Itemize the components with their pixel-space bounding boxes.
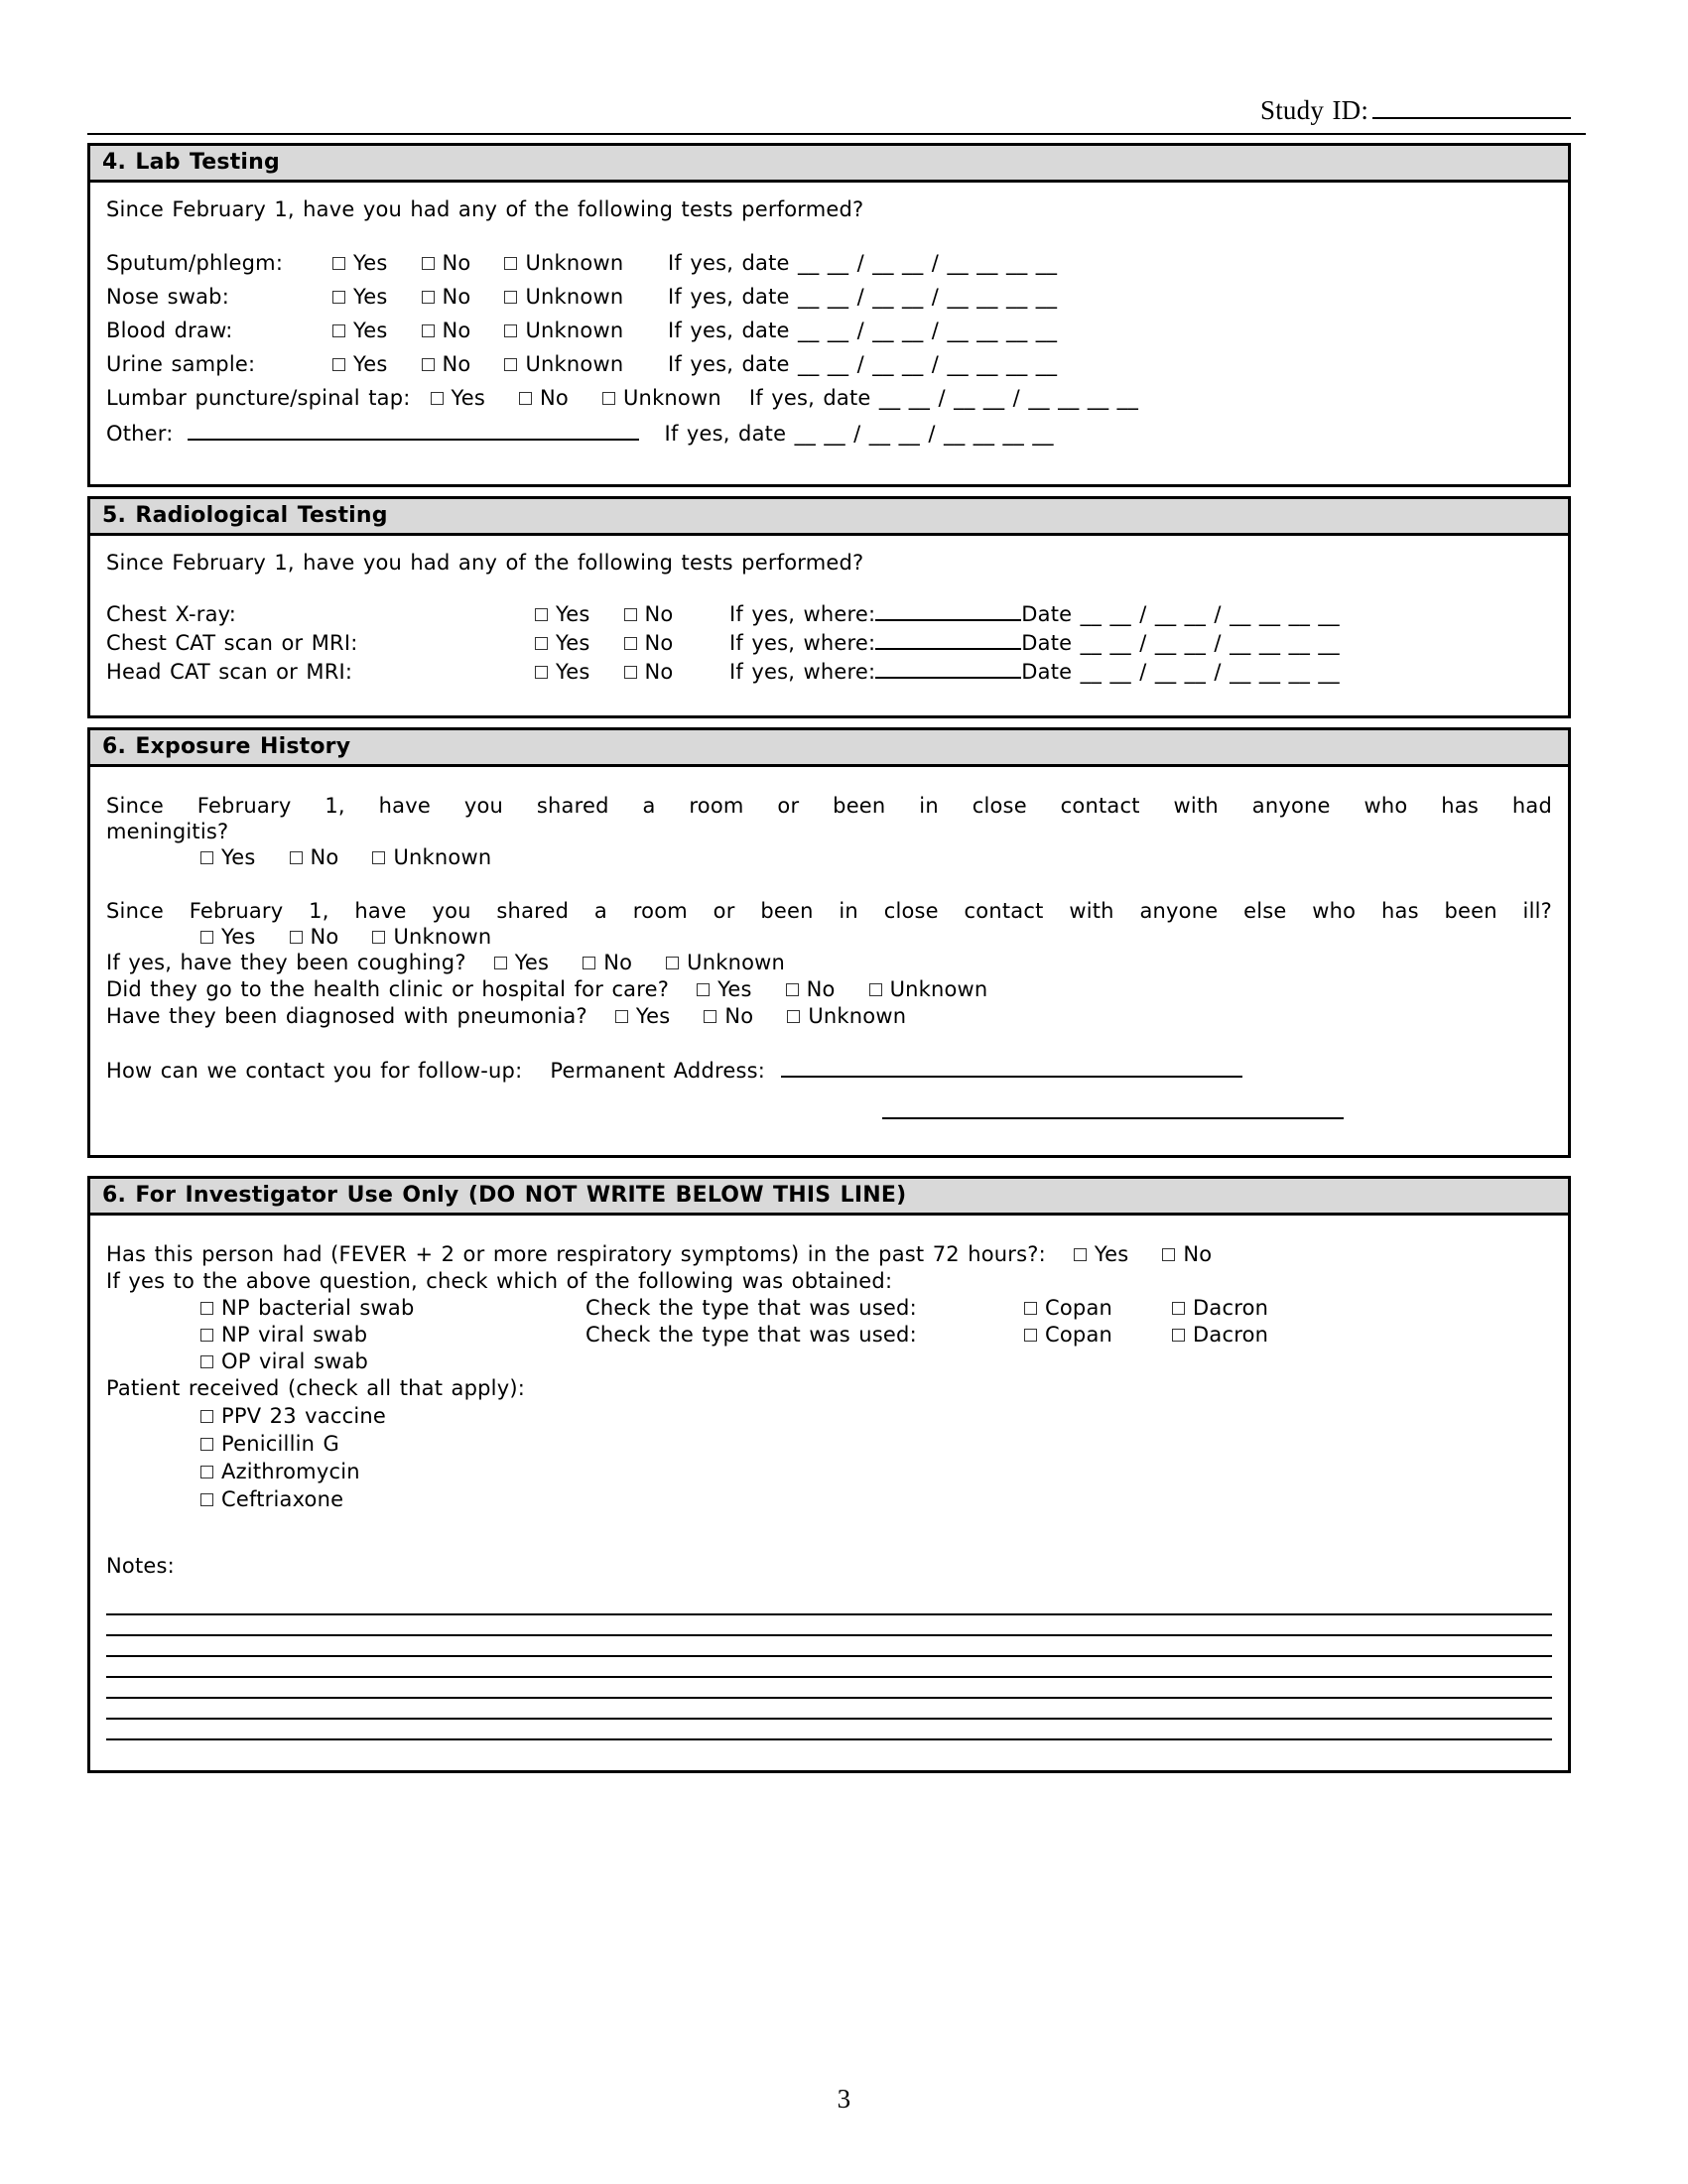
checkbox-icon (535, 637, 548, 650)
fever-no-option[interactable] (1162, 1242, 1212, 1266)
checkbox-icon (1162, 1248, 1175, 1261)
lab-row-nose-swab (106, 284, 1552, 310)
date-label: Date (1021, 602, 1073, 626)
exposure-q5: Have they been diagnosed with pneumonia? (106, 1004, 587, 1028)
exposure-q3-row (106, 950, 1552, 976)
received-row-ppv23 (106, 1402, 1552, 1430)
lab-row-other (106, 419, 1552, 447)
notes-line-field[interactable] (106, 1655, 1552, 1657)
option-label: Yes (556, 602, 590, 626)
exposure-q1-options (106, 844, 1552, 870)
section-radiological-testing (87, 496, 1571, 718)
checkbox-icon (697, 983, 710, 996)
option-label: No (806, 977, 836, 1001)
if-yes-date-label: If yes, date (668, 319, 790, 342)
form-content (87, 143, 1571, 1782)
fever-yes-option[interactable] (1074, 1242, 1129, 1266)
option-label: NP bacterial swab (221, 1296, 415, 1320)
lumbar-no-option[interactable] (519, 386, 569, 410)
section-radiology-body (90, 536, 1568, 715)
rad-row-head-cat (106, 657, 1552, 686)
section-exposure-body (90, 767, 1568, 1155)
lab-row-lumbar (106, 385, 1552, 411)
checkbox-icon (583, 957, 595, 969)
q4-unknown-option[interactable] (869, 977, 988, 1001)
radiology-intro: Since February 1, have you had any of the following tests performed? (106, 551, 864, 575)
q4-yes-option[interactable] (697, 977, 752, 1001)
if-yes-date-label: If yes, date (668, 352, 790, 376)
lab-row-label: Urine sample: (106, 352, 256, 376)
date-blank-field[interactable]: __ __ / __ __ / __ __ __ __ (798, 251, 1058, 275)
section-exposure-history (87, 727, 1571, 1158)
section-radiology-header: 5. Radiological Testing (90, 499, 1568, 536)
checkbox-icon (615, 1010, 628, 1023)
section-lab-header: 4. Lab Testing (90, 146, 1568, 183)
option-label: No (310, 925, 339, 949)
urine-yes-option[interactable] (332, 352, 388, 376)
option-label: No (1183, 1242, 1213, 1266)
checkbox-icon (332, 324, 345, 337)
checkbox-icon (1172, 1329, 1185, 1342)
exposure-q1-line2: meningitis? (106, 820, 229, 843)
checkbox-icon (200, 1438, 213, 1451)
q1-unknown-option[interactable] (372, 845, 491, 869)
option-label: Copan (1045, 1296, 1113, 1320)
np-bacterial-swab-option[interactable] (200, 1296, 415, 1320)
checkbox-icon (1024, 1302, 1037, 1315)
where-blank-field[interactable] (875, 628, 1021, 650)
other-test-field[interactable] (188, 419, 639, 441)
where-blank-field[interactable] (875, 599, 1021, 621)
date-blank-field[interactable]: __ __ / __ __ / __ __ __ __ (1080, 631, 1340, 655)
date-blank-field[interactable]: __ __ / __ __ / __ __ __ __ (878, 386, 1139, 410)
checkbox-icon (704, 1010, 716, 1023)
if-yes-date-label: If yes, date (748, 386, 871, 410)
checkbox-icon (200, 851, 213, 864)
notes-line-field[interactable] (106, 1718, 1552, 1720)
option-label: Yes (556, 631, 590, 655)
checkbox-icon (422, 358, 435, 371)
date-blank-field[interactable]: __ __ / __ __ / __ __ __ __ (1080, 602, 1340, 626)
checkbox-icon (200, 1466, 213, 1478)
exposure-q2-options (106, 924, 1552, 950)
sputum-no-option[interactable] (422, 251, 471, 275)
option-label: No (442, 352, 471, 376)
ppv23-vaccine-option[interactable] (200, 1404, 386, 1428)
checkbox-icon (290, 851, 303, 864)
sputum-yes-option[interactable] (332, 251, 388, 275)
where-blank-field[interactable] (875, 657, 1021, 679)
swab-row-np-viral (106, 1322, 1552, 1349)
checkbox-icon (372, 931, 385, 944)
option-label: No (644, 631, 674, 655)
lab-row-label: Nose swab: (106, 285, 229, 309)
checkbox-icon (624, 608, 637, 621)
study-id-label: Study ID: (1260, 95, 1369, 125)
if-yes-date-label: If yes, date (664, 422, 787, 446)
option-label: Azithromycin (221, 1460, 360, 1483)
checkbox-icon (200, 1493, 213, 1506)
lab-row-blood-draw (106, 318, 1552, 343)
permanent-address-label: Permanent Address: (550, 1059, 766, 1083)
checkbox-icon (372, 851, 385, 864)
op-viral-swab-option[interactable] (200, 1349, 368, 1373)
swab-option-wrap (200, 1295, 585, 1322)
checkbox-icon (869, 983, 882, 996)
option-label: Copan (1045, 1323, 1113, 1347)
q2-unknown-option[interactable] (372, 925, 491, 949)
date-label: Date (1021, 631, 1073, 655)
option-label: Penicillin G (221, 1432, 340, 1456)
option-label: Unknown (622, 386, 721, 410)
followup-label: How can we contact you for follow-up: (106, 1059, 523, 1083)
np-viral-copan-option[interactable] (1024, 1323, 1112, 1347)
option-label: Yes (353, 285, 388, 309)
date-blank-field[interactable]: __ __ / __ __ / __ __ __ __ (798, 352, 1058, 376)
ceftriaxone-option[interactable] (200, 1487, 343, 1511)
checkbox-icon (1074, 1248, 1087, 1261)
option-label: Unknown (525, 285, 624, 309)
lab-row-options (332, 284, 668, 310)
q5-unknown-option[interactable] (787, 1004, 906, 1028)
lumbar-unknown-option[interactable] (602, 386, 721, 410)
chest-xray-yes-option[interactable] (535, 602, 590, 626)
checkbox-icon (624, 666, 637, 679)
sputum-unknown-option[interactable] (504, 251, 623, 275)
swab-row-op-viral (106, 1349, 1552, 1375)
section-investigator-body (90, 1216, 1568, 1770)
q4-no-option[interactable] (786, 977, 836, 1001)
chest-xray-no-option[interactable] (624, 602, 674, 626)
exposure-q4: Did they go to the health clinic or hospital for care? (106, 977, 670, 1001)
permanent-address-field[interactable] (781, 1056, 1242, 1078)
checkbox-icon (787, 1010, 800, 1023)
np-bacterial-copan-option[interactable] (1024, 1296, 1112, 1320)
urine-unknown-option[interactable] (504, 352, 623, 376)
if-yes-date-label: If yes, date (668, 285, 790, 309)
option-label: Unknown (808, 1004, 907, 1028)
checkbox-icon (504, 324, 517, 337)
option-label: No (442, 285, 471, 309)
option-label: PPV 23 vaccine (221, 1404, 387, 1428)
received-row-penicillin (106, 1430, 1552, 1458)
azithromycin-option[interactable] (200, 1460, 360, 1483)
permanent-address-row-2 (106, 1097, 1552, 1125)
option-label: Unknown (525, 251, 624, 275)
rad-row-options (535, 630, 729, 657)
exposure-q1-line1: Since February 1, have you shared a room or been in close contact with anyone who has had (106, 794, 1552, 818)
lab-row-label: Blood draw: (106, 319, 233, 342)
option-label: Dacron (1193, 1296, 1269, 1320)
chest-cat-yes-option[interactable] (535, 631, 590, 655)
head-cat-yes-option[interactable] (535, 660, 590, 684)
option-label: No (724, 1004, 754, 1028)
option-label: Yes (353, 352, 388, 376)
option-label: No (540, 386, 569, 410)
option-label: NP viral swab (221, 1323, 368, 1347)
option-label: Yes (635, 1004, 671, 1028)
option-label: Yes (717, 977, 752, 1001)
section-investigator-header: 6. For Investigator Use Only (DO NOT WRITE BELOW THIS LINE) (90, 1179, 1568, 1216)
checkbox-icon (519, 392, 532, 405)
checkbox-icon (535, 608, 548, 621)
checkbox-icon (332, 291, 345, 304)
option-label: Unknown (889, 977, 988, 1001)
checkbox-icon (200, 1355, 213, 1368)
if-yes-where-label: If yes, where: (729, 660, 876, 684)
exposure-q3: If yes, have they been coughing? (106, 951, 466, 974)
checkbox-icon (431, 392, 444, 405)
investigator-q1: Has this person had (FEVER + 2 or more respiratory symptoms) in the past 72 hours?: (106, 1242, 1046, 1266)
np-viral-dacron-option[interactable] (1172, 1323, 1268, 1347)
notes-line-field[interactable] (106, 1676, 1552, 1678)
checkbox-icon (624, 637, 637, 650)
lab-row-label: Other: (106, 422, 174, 446)
exposure-q4-row (106, 976, 1552, 1003)
followup-row (106, 1056, 1552, 1084)
checkbox-icon (504, 257, 517, 270)
option-label: No (644, 660, 674, 684)
date-blank-field[interactable]: __ __ / __ __ / __ __ __ __ (798, 319, 1058, 342)
swab-option-wrap (200, 1322, 585, 1349)
option-label: No (310, 845, 339, 869)
option-label: Ceftriaxone (221, 1487, 344, 1511)
option-label: Unknown (393, 845, 492, 869)
option-label: Yes (514, 951, 550, 974)
rad-row-label: Chest X-ray: (106, 602, 237, 626)
rad-row-options (535, 601, 729, 628)
head-cat-no-option[interactable] (624, 660, 674, 684)
checkbox-icon (504, 358, 517, 371)
checkbox-icon (504, 291, 517, 304)
notes-line-field[interactable] (106, 1634, 1552, 1636)
checkbox-icon (200, 1329, 213, 1342)
lab-row-label: Sputum/phlegm: (106, 251, 284, 275)
rad-row-label: Head CAT scan or MRI: (106, 660, 353, 684)
notes-line-field[interactable] (106, 1697, 1552, 1699)
option-label: Yes (1094, 1242, 1129, 1266)
option-label: Yes (353, 319, 388, 342)
checkbox-icon (422, 257, 435, 270)
checkbox-icon (786, 983, 799, 996)
q2-no-option[interactable] (290, 925, 339, 949)
lab-row-sputum (106, 250, 1552, 276)
option-label: Unknown (525, 352, 624, 376)
checkbox-icon (494, 957, 507, 969)
date-blank-field[interactable]: __ __ / __ __ / __ __ __ __ (794, 422, 1054, 446)
patient-received-label: Patient received (check all that apply): (106, 1376, 525, 1400)
option-label: No (603, 951, 633, 974)
checkbox-icon (332, 257, 345, 270)
q2-yes-option[interactable] (200, 925, 256, 949)
checkbox-icon (332, 358, 345, 371)
option-label: OP viral swab (221, 1349, 369, 1373)
if-yes-where-label: If yes, where: (729, 631, 876, 655)
swab-row-np-bacterial (106, 1295, 1552, 1322)
checkbox-icon (290, 931, 303, 944)
exposure-q5-row (106, 1003, 1552, 1030)
investigator-q1-row (106, 1241, 1552, 1268)
section-investigator-use (87, 1176, 1571, 1773)
checkbox-icon (666, 957, 679, 969)
q5-no-option[interactable] (704, 1004, 753, 1028)
rad-row-options (535, 659, 729, 686)
received-row-azithromycin (106, 1458, 1552, 1485)
rad-row-label: Chest CAT scan or MRI: (106, 631, 358, 655)
blood-no-option[interactable] (422, 319, 471, 342)
lab-row-urine (106, 351, 1552, 377)
q3-yes-option[interactable] (494, 951, 550, 974)
checkbox-icon (200, 1410, 213, 1423)
q5-yes-option[interactable] (615, 1004, 671, 1028)
nose-yes-option[interactable] (332, 285, 388, 309)
section-lab-testing (87, 143, 1571, 487)
nose-no-option[interactable] (422, 285, 471, 309)
section-lab-body (90, 183, 1568, 484)
option-label: Yes (451, 386, 486, 410)
rad-row-chest-xray (106, 599, 1552, 628)
option-label: Dacron (1193, 1323, 1269, 1347)
q3-unknown-option[interactable] (666, 951, 785, 974)
checkbox-icon (535, 666, 548, 679)
lab-row-options (332, 250, 668, 276)
lab-row-options (332, 318, 668, 343)
study-id-blank-field[interactable] (1372, 95, 1571, 119)
rad-row-chest-cat (106, 628, 1552, 657)
option-label: Yes (221, 925, 256, 949)
checkbox-icon (422, 291, 435, 304)
date-blank-field[interactable]: __ __ / __ __ / __ __ __ __ (1080, 660, 1340, 684)
notes-label: Notes: (106, 1554, 175, 1578)
date-label: Date (1021, 660, 1073, 684)
date-blank-field[interactable]: __ __ / __ __ / __ __ __ __ (798, 285, 1058, 309)
checkbox-icon (200, 1302, 213, 1315)
top-rule (87, 133, 1586, 135)
permanent-address-field-2[interactable] (882, 1097, 1344, 1119)
q1-no-option[interactable] (290, 845, 339, 869)
received-row-ceftriaxone (106, 1485, 1552, 1513)
np-viral-swab-option[interactable] (200, 1323, 367, 1347)
page-number: 3 (837, 2084, 851, 2114)
notes-line-field[interactable] (106, 1738, 1552, 1740)
option-label: No (442, 319, 471, 342)
check-type-label: Check the type that was used: (585, 1323, 917, 1347)
option-label: Unknown (687, 951, 786, 974)
lab-row-options (332, 351, 668, 377)
option-label: No (644, 602, 674, 626)
notes-line-field[interactable] (106, 1613, 1552, 1615)
check-type-label: Check the type that was used: (585, 1296, 917, 1320)
np-bacterial-dacron-option[interactable] (1172, 1296, 1268, 1320)
investigator-q2: If yes to the above question, check which of the following was obtained: (106, 1269, 893, 1293)
checkbox-icon (422, 324, 435, 337)
study-id-row (1260, 95, 1571, 126)
option-label: No (442, 251, 471, 275)
lumbar-yes-option[interactable] (431, 386, 486, 410)
option-label: Unknown (525, 319, 624, 342)
penicillin-g-option[interactable] (200, 1432, 339, 1456)
checkbox-icon (1024, 1329, 1037, 1342)
lab-row-label: Lumbar puncture/spinal tap: (106, 386, 411, 410)
lab-intro: Since February 1, have you had any of the following tests performed? (106, 197, 864, 221)
chest-cat-no-option[interactable] (624, 631, 674, 655)
option-label: Yes (353, 251, 388, 275)
option-label: Yes (556, 660, 590, 684)
checkbox-icon (1172, 1302, 1185, 1315)
option-label: Yes (221, 845, 256, 869)
nose-unknown-option[interactable] (504, 285, 623, 309)
q1-yes-option[interactable] (200, 845, 256, 869)
checkbox-icon (200, 931, 213, 944)
q3-no-option[interactable] (583, 951, 632, 974)
urine-no-option[interactable] (422, 352, 471, 376)
blood-unknown-option[interactable] (504, 319, 623, 342)
option-label: Unknown (393, 925, 492, 949)
exposure-q2: Since February 1, have you shared a room or been in close contact with anyone else who has been ill? (106, 899, 1552, 923)
section-exposure-header: 6. Exposure History (90, 730, 1568, 767)
if-yes-date-label: If yes, date (668, 251, 790, 275)
blood-yes-option[interactable] (332, 319, 388, 342)
if-yes-where-label: If yes, where: (729, 602, 876, 626)
checkbox-icon (602, 392, 615, 405)
